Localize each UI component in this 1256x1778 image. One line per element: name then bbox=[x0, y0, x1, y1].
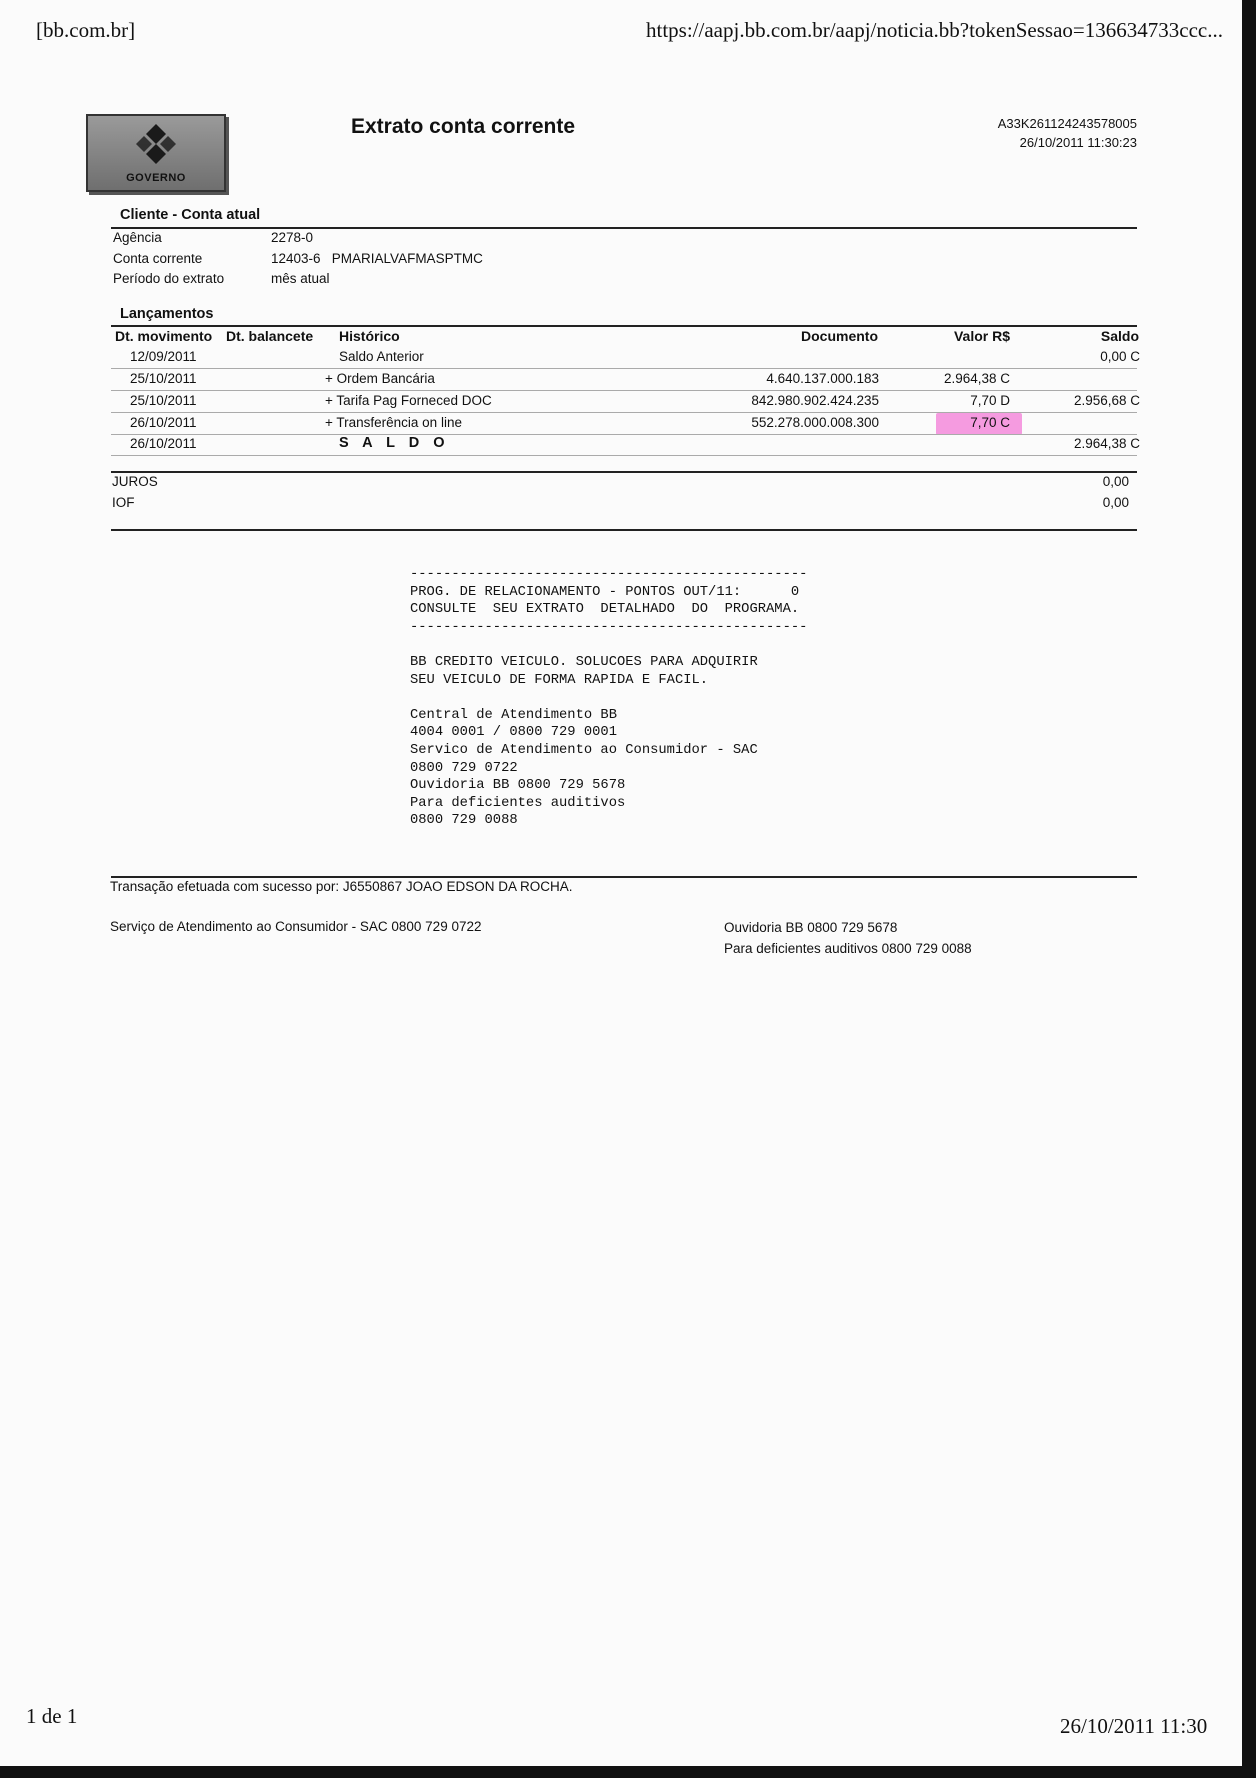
row-documento: 552.278.000.008.300 bbox=[751, 415, 879, 430]
col-historico: Histórico bbox=[339, 328, 400, 344]
scan-edge bbox=[0, 1766, 1256, 1778]
logo-text: GOVERNO bbox=[126, 172, 186, 184]
col-documento: Documento bbox=[801, 328, 878, 344]
bb-logo-icon bbox=[134, 122, 178, 166]
row-divider bbox=[111, 434, 1137, 435]
iof-value: 0,00 bbox=[1102, 495, 1129, 510]
print-datetime: 26/10/2011 11:30 bbox=[1060, 1714, 1208, 1738]
conta-label: Conta corrente bbox=[113, 251, 203, 266]
sac-text: Serviço de Atendimento ao Consumidor - SAC 0800 729 0722 bbox=[110, 919, 482, 934]
bank-logo bbox=[86, 114, 226, 192]
row-documento: 4.640.137.000.183 bbox=[766, 371, 879, 386]
document-id: A33K261124243578005 bbox=[997, 116, 1137, 131]
page-title: Extrato conta corrente bbox=[351, 115, 576, 138]
row-divider bbox=[111, 390, 1137, 391]
agencia-label: Agência bbox=[113, 230, 162, 245]
divider bbox=[111, 876, 1137, 878]
message-block: ------------------------------------------------ PROG. DE RELACIONAMENTO - PONTOS OUT/11: 0 CONSULTE SEU EXTRATO DETALHADO DO PROGRAMA. ------------------------------------------------ BB CREDITO VEICULO. SOLUCOES PARA ADQUIRIR SEU VEICULO DE FORMA RAPIDA E FACIL. Central de Atendimento BB 4004 0001 / 0800 729 0001 Servico de Atendimento ao Consumidor - SAC 0800 729 0722 Ouvidoria BB 0800 729 5678 Para deficientes auditivos 0800 729 0088 bbox=[410, 567, 808, 829]
row-saldo: 2.956,68 C bbox=[1073, 393, 1140, 408]
row-divider bbox=[111, 368, 1137, 369]
document-datetime: 26/10/2011 11:30:23 bbox=[1019, 135, 1137, 150]
divider bbox=[111, 471, 1137, 473]
row-dt-movimento: 12/09/2011 bbox=[130, 349, 197, 364]
agencia-value: 2278-0 bbox=[271, 230, 314, 245]
row-saldo: 2.964,38 C bbox=[1073, 436, 1140, 451]
print-url: https://aapj.bb.com.br/aapj/noticia.bb?tokenSessao=136634733ccc... bbox=[646, 18, 1223, 42]
row-dt-movimento: 26/10/2011 bbox=[130, 415, 197, 430]
col-saldo: Saldo bbox=[1100, 328, 1139, 344]
document-meta bbox=[998, 114, 1137, 152]
row-divider bbox=[111, 412, 1137, 413]
juros-value: 0,00 bbox=[1102, 474, 1129, 489]
cliente-heading: Cliente - Conta atual bbox=[120, 207, 261, 223]
print-site: [bb.com.br] bbox=[36, 18, 136, 42]
row-valor: 7,70 D bbox=[970, 393, 1010, 408]
transacao-text: Transação efetuada com sucesso por: J6550867 JOAO EDSON DA ROCHA. bbox=[110, 879, 573, 894]
row-historico: + Transferência on line bbox=[325, 415, 462, 430]
row-historico: S A L D O bbox=[339, 435, 450, 451]
row-valor: 2.964,38 C bbox=[943, 371, 1010, 386]
deficientes-text: Para deficientes auditivos 0800 729 0088 bbox=[724, 941, 972, 956]
periodo-label: Período do extrato bbox=[113, 271, 225, 286]
divider bbox=[111, 325, 1137, 327]
divider bbox=[111, 227, 1137, 229]
row-historico: + Tarifa Pag Forneced DOC bbox=[325, 393, 492, 408]
scan-edge bbox=[1242, 0, 1256, 1778]
row-historico: + Ordem Bancária bbox=[325, 371, 435, 386]
conta-value: 12403-6 PMARIALVAFMASPTMC bbox=[271, 251, 483, 266]
row-saldo: 0,00 C bbox=[1100, 349, 1140, 364]
col-valor: Valor R$ bbox=[953, 328, 1010, 344]
row-valor: 7,70 C bbox=[970, 415, 1010, 430]
row-historico: Saldo Anterior bbox=[339, 349, 424, 364]
page-number: 1 de 1 bbox=[26, 1704, 78, 1728]
row-dt-movimento: 25/10/2011 bbox=[130, 371, 197, 386]
row-dt-movimento: 25/10/2011 bbox=[130, 393, 197, 408]
row-divider bbox=[111, 455, 1137, 456]
periodo-value: mês atual bbox=[271, 271, 330, 286]
ouvidoria-text: Ouvidoria BB 0800 729 5678 bbox=[724, 920, 898, 935]
iof-label: IOF bbox=[112, 495, 135, 510]
lancamentos-heading: Lançamentos bbox=[120, 306, 214, 322]
row-dt-movimento: 26/10/2011 bbox=[130, 436, 197, 451]
col-dt-balancete: Dt. balancete bbox=[226, 328, 314, 344]
col-dt-movimento: Dt. movimento bbox=[115, 328, 213, 344]
juros-label: JUROS bbox=[112, 474, 158, 489]
divider bbox=[111, 529, 1137, 531]
row-documento: 842.980.902.424.235 bbox=[751, 393, 879, 408]
